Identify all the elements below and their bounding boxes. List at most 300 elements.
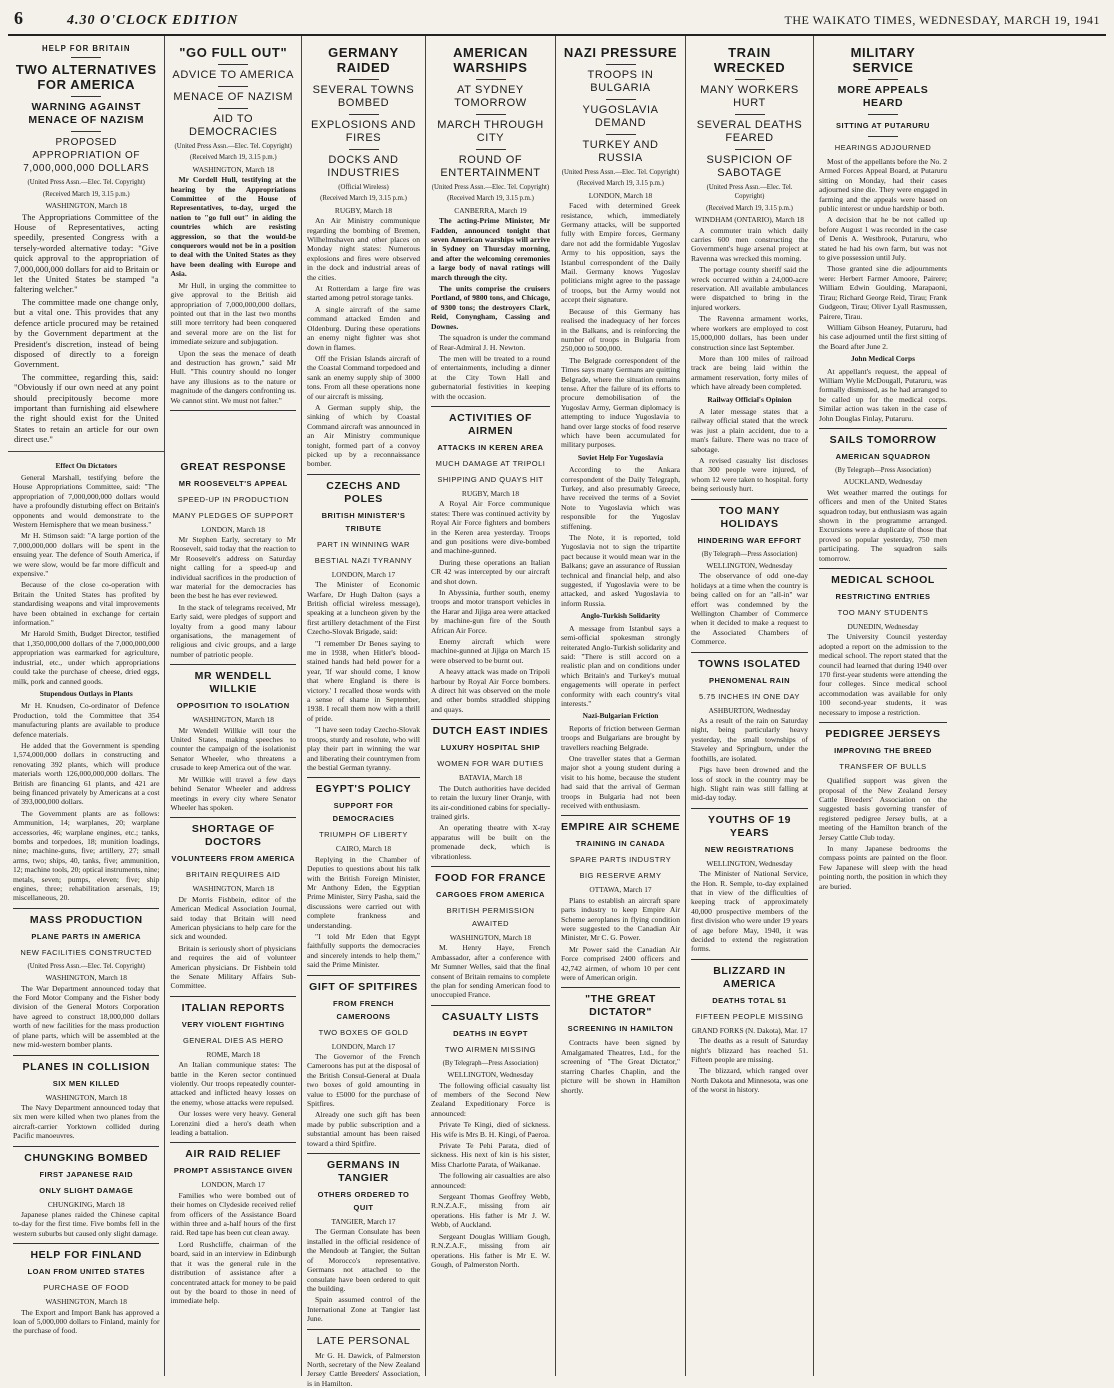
column-3 (302, 36, 426, 1388)
divider (307, 777, 420, 778)
italian-sub-1: VERY VIOLENT FIGHTING (181, 1019, 285, 1029)
raid-dateline: LONDON, March 17 (201, 1180, 265, 1190)
planes-sub: SIX MEN KILLED (52, 1078, 120, 1088)
willkie-head: MR WENDELL WILLKIE (194, 670, 272, 696)
divider (735, 114, 765, 115)
airmen-para: During these operations an Italian CR 42 was intercepted by our aircraft and shot down. (431, 557, 550, 586)
doctors-sub-1: VOLUNTEERS FROM AMERICA (171, 854, 296, 864)
planes-dateline: WASHINGTON, March 18 (45, 1092, 127, 1102)
towns-head: TOWNS ISOLATED (698, 657, 801, 670)
full-out-dateline: WASHINGTON, March 18 (192, 164, 274, 174)
doctors-head: SHORTAGE OF DOCTORS (191, 823, 275, 849)
military-para: Most of the appellants before the No. 2 Armed Forces Appeal Board, at Putaruru sitting on Monday, had their cases adjourned sine die. They were engaged in farming and the appeals were based on public interest or undue hardship or both. (819, 157, 947, 214)
divider (307, 474, 420, 475)
finland-head: HELP FOR FINLAND (30, 1249, 142, 1262)
airmen-para: In Abyssinia, further south, enemy troops and motor transport vehicles in the Harar and Jijiga area were attacked by machine-gun fire of the South African Air Force. (431, 588, 550, 635)
willkie-dateline: WASHINGTON, March 18 (192, 715, 274, 725)
late-head: LATE PERSONAL (316, 1334, 411, 1347)
divider (735, 79, 765, 80)
towns-dateline: ASHBURTON, Wednesday (708, 705, 791, 715)
gift-para: The Governor of the French Cameroons has put at the disposal of the British Consul-General at Duala two boxes of gold amounting in value to £5000 for the purchase of Spitfires. (307, 1052, 420, 1109)
dictators-para: Because of the close co-operation with Britain the United States has profited by standardising weapons and vital improvements have been obtained in exchange for certain information." (13, 580, 160, 628)
willkie-sub: OPPOSITION TO ISOLATION (176, 701, 290, 711)
dictators-para: Mr H. Stimson said: "A large portion of the 7,000,000,000 dollars will be spent in the ensuing year. The defence of South America, if we were slow, would be far more difficult and expensive." (13, 531, 160, 579)
divider (476, 149, 506, 150)
nazi-deck-1: TROOPS IN BULGARIA (587, 69, 654, 94)
britain-para: The committee made one change only, but a vital one. This provides that any defence article procured may be retained by the Government department at the President's discretion, instead of being disposed of directly to a foreign Government. (14, 296, 159, 370)
anglo-para: A message from Istanbul says a semi-official spokesman strongly reiterated Anglo-Turkish solidarity and said: "There is still accord on a realistic plan and on conditions under which Britain's and Turkey's mutual engagements will operate in perfect conformity with each country's vital interests." (561, 623, 680, 708)
mass-para: The War Department announced today that the Ford Motor Company and the Fisher body division of the General Motors Corporation have agreed to construct 18,000,000 dollars worth of new facilities for the mass production of plane parts, which will be assembled at the new mid-western bomber plants. (13, 983, 160, 1050)
train-dateline: WINDHAM (ONTARIO), March 18 (694, 215, 804, 225)
divider (349, 114, 379, 115)
train-para: The portage county sheriff said the wreck occurred within a 24,000-acre reservation. All available ambulances were dispatched to bring in the injured workers. (691, 265, 808, 312)
military-deck-3: HEARINGS ADJOURNED (834, 143, 932, 152)
finland-para: The Export and Import Bank has approved a loan of 5,000,000 dollars to Finland, mainly for the purchase of food. (13, 1307, 160, 1336)
mass-sub-1: PLANE PARTS IN AMERICA (31, 931, 142, 941)
response-dateline: LONDON, March 18 (201, 524, 265, 534)
czechs-para: The Minister of Economic Warfare, Dr Hugh Dalton (says a British official wireless message), speaking at a luncheon given by the first artillery detachment of the First Czecho-Slovak Brigade, said: (307, 580, 420, 637)
column-2-lower (165, 452, 301, 1376)
holidays-para: The observance of odd one-day holidays at a time when the country is being called on for an "all-in" war effort was condemned by the Wellington Chamber of Commerce when it decided to make a request to the Associated Chambers of Commerce. (691, 571, 808, 647)
train-para: The Ravenna armament works, where workers are employed to cost 15,000,000 dollars, has been under construction since last September. (691, 314, 808, 352)
raided-head: GERMANY RAIDED (328, 45, 399, 75)
indies-para: The Dutch authorities have decided to retain the luxury liner Oranje, with its air-conditioned cabins for specially-trained girls. (431, 783, 550, 821)
youths-dateline: WELLINGTON, Wednesday (706, 858, 793, 868)
military-deck-1: MORE APPEALS HEARD (837, 84, 929, 109)
divider (13, 1055, 159, 1056)
raided-para: A single aircraft of the same command attacked Emden and Oldenburg. During these operations an enemy night fighter was shot down in flames. (307, 304, 420, 352)
doctors-para: Britain is seriously short of physicians and requires the aid of volunteer American physicians. Dr Fishbein told the Senate Military Affairs Sub-Committee. (170, 943, 296, 991)
outlays-para: The Government plants are as follows: Ammunition, 14; warplanes, 20; warplane accessories, 46; warplane engines, etc.; tanks, bombs and torpedoes, 18; munition loadings, nine; machine-guns, five; artillery, 27; small arms, two; ships, 40, tanks, five; ammunition, 12; machine tools, 20; optical instruments, nine; metals, seven; pumps, eleven; five; ship engines, three; rehabilitation arsenals, 19; miscellaneous, 20. (13, 808, 160, 903)
divider (431, 719, 550, 720)
dictator-head: "THE GREAT DICTATOR" (585, 993, 656, 1019)
column-5 (556, 36, 686, 1376)
towns-sub-2: 5.75 INCHES IN ONE DAY (699, 691, 800, 701)
outlays-para: He added that the Government is spending 1,574,000,000 dollars in constructing and renovating 392 plants, which will produce materials worth 126,000,000,000 dollars. The British are financing 61 plants, and 421 are being financed privately by Americans at a cost of 393,000,000 dollars. (13, 740, 160, 807)
casualty-para: Sergeant Douglas William Gough, R.N.Z.A.F., missing from air operations. His father is Mr E. W. Gough, of Palmerston North. (431, 1231, 550, 1269)
finland-sub-1: LOAN FROM UNITED STATES (27, 1267, 145, 1277)
airmen-sub-2: MUCH DAMAGE AT TRIPOLI (435, 458, 546, 468)
empire-dateline: OTTAWA, March 17 (589, 885, 652, 895)
pedigree-sub-1: IMPROVING THE BREED (834, 746, 932, 756)
divider (170, 664, 296, 665)
czechs-sub-3: BESTIAL NAZI TYRANNY (314, 555, 413, 565)
divider (819, 568, 947, 569)
raided-deck-2: EXPLOSIONS AND FIRES (311, 119, 416, 144)
go-full-out-article (170, 45, 296, 411)
sails-dateline: AUCKLAND, Wednesday (843, 477, 923, 487)
holidays-sub: HINDERING WAR EFFORT (697, 535, 802, 545)
raided-deck-3: DOCKS AND INDUSTRIES (327, 154, 400, 179)
pedigree-para: Qualified support was given the proposal of the New Zealand Jersey Cattle Breeders' Association on the suggested basis governing transfer of registered pedigree Jersey bulls, at a meeting of the Hamilton branch of the Jersey Cattle Club today. (819, 776, 947, 842)
train-deck-3: SUSPICION OF SABOTAGE (706, 154, 793, 179)
full-out-para: Mr Hull, in urging the committee to give approval to the British aid appropriation of 7,000,000,000 dollars, pointed out that in the last two months still more territory had been conquered and several more are on the list for immediate seizure and subjugation. (170, 280, 296, 347)
pedigree-sub-2: TRANSFER OF BULLS (839, 762, 927, 772)
tangier-head: GERMANS IN TANGIER (326, 1159, 401, 1185)
warships-para: The men will be treated to a round of entertainments, including a dinner at the City Town Hall and gubernatorial festivities in keeping with the occasion. (431, 353, 550, 401)
tangier-sub: OTHERS ORDERED TO QUIT (317, 1190, 410, 1213)
divider (349, 149, 379, 150)
full-out-lead: Mr Cordell Hull, testifying at the hearing by the Appropriations Committee of the House of Representatives, to-day, urged the nation to "go full out" in aiding the countries which are resisting aggression, so that the would-be conquerors would not be in a position to deal with the United States as they have been dealing with Europe and Asia. (170, 175, 296, 279)
britain-para: The Appropriations Committee of the House of Representatives, acting speedily, presented Congress with a tersely-worded alternative today: "Give quick approval to the appropriation of 7,000,000,000 dollars for aid to Britain or let the United States be stamped "a faltering welcher." (14, 211, 159, 295)
empire-sub-2: SPARE PARTS INDUSTRY (569, 855, 672, 865)
warships-deck-1: AT SYDNEY TOMORROW (454, 84, 527, 109)
warships-deck-3: ROUND OF ENTERTAINMENT (440, 154, 541, 179)
youths-head: YOUTHS OF 19 YEARS (707, 813, 792, 839)
egypt-para: "I told Mr Eden that Egypt faithfully supports the democracies and sincerely intends to help them," said the Prime Minister. (307, 931, 420, 970)
soviet-head: Soviet Help For Yugoslavia (577, 452, 664, 462)
chungking-sub-1: FIRST JAPANESE RAID (39, 1169, 133, 1179)
divider (735, 149, 765, 150)
britain-dateline: WASHINGTON, March 18 (45, 201, 127, 211)
column-lead (8, 36, 302, 1376)
divider (819, 428, 947, 429)
telegraph-credit: (By Telegraph—Press Association) (835, 466, 931, 474)
casualty-para: The following official casualty list of members of the Second New Zealand Expeditionary Force is announced: (431, 1080, 550, 1118)
warships-deck-2: MARCH THROUGH CITY (437, 119, 544, 144)
divider (431, 1005, 550, 1006)
raid-sub: PROMPT ASSISTANCE GIVEN (173, 1166, 293, 1176)
divider (606, 64, 636, 65)
page-number: 6 (14, 8, 23, 28)
youths-para: The Minister of National Service, the Hon. R. Semple, to-day explained that in view of the difficulties of keeping track of approximately 40,000 prospective members of the first division who were under 19 years of age before May, 1940, it was decided to extend the registration forms. (691, 869, 808, 954)
raided-para: Off the Frisian Islands aircraft of the Coastal Command torpedoed and sank an enemy supply ship of 3000 tons. From all these operations none of our aircraft is missing. (307, 353, 420, 401)
divider (561, 987, 680, 988)
willkie-para: Mr Wendell Willkie will tour the United States, making speeches to counter the campaign of the isolationist Senator Wheeler, who threatens a crusade to keep America out of the war. (170, 725, 296, 773)
finland-dateline: WASHINGTON, March 18 (45, 1297, 127, 1307)
medical-corps-para: At appellant's request, the appeal of William Wylie McDougall, Putaruru, was formally dismissed, as he had arranged to be called up for the medical corps. Similar action was taken in the case of John Douglas Finlay, Putaruru. (819, 366, 947, 423)
gift-head: GIFT OF SPITFIRES (309, 980, 418, 993)
czechs-sub-1: BRITISH MINISTER'S TRIBUTE (321, 510, 406, 533)
train-head: TRAIN WRECKED (713, 45, 786, 75)
mass-sub-2: NEW FACILITIES CONSTRUCTED (20, 947, 153, 957)
outlays-para: Mr H. Knudsen, Co-ordinator of Defence Production, told the Committee that 354 manufacturing plants are available to produce defence materials. (13, 701, 160, 739)
telegraph-credit: (By Telegraph—Press Association) (442, 1059, 539, 1067)
czechs-para: "I remember Dr Benes saying to me in 1938, when Hitler's blood-stained hands had held power for a year, 'If war should come, I know that where England is there is victory.' I recalled those words with a sense of shame in September, 1938. I recall them now with a thrill of pride. (307, 638, 420, 723)
gift-sub-1: FROM FRENCH CAMEROONS (333, 998, 394, 1021)
empire-para: Plans to establish an aircraft spare parts industry to keep Empire Air Scheme aeroplanes in flying condition were suggested to the Canadian Air Minister, Mr C. G. Power. (561, 895, 680, 943)
divider (307, 1153, 420, 1154)
pedigree-para: In many Japanese bedrooms the compass points are painted on the floor. Few Japanese will sleep with the head pointing north, the position in which they are buried. (819, 843, 947, 891)
divider (170, 1142, 296, 1143)
nazi-para: Because of this Germany has realised the inadequacy of her forces in the Balkans, and is reinforcing the number of troops in Bulgaria from 250,000 to 500,000. (561, 306, 680, 354)
youths-sub: NEW REGISTRATIONS (704, 844, 795, 854)
italian-sub-2: GENERAL DIES AS HERO (182, 1035, 284, 1045)
airmen-para: A heavy attack was made on Tripoli harbour by Royal Air Force bombers. A direct hit was observed on the mole and other bombs straddled shipping and quays. (431, 667, 550, 714)
railway-para: A revised casualty list discloses that 300 people were injured, of whom 12 were taken to hospital. forty being seriously hurt. (691, 455, 808, 494)
britain-para: The committee, regarding this, said: "Obviously if our own need at any point should precipitously become more important than furnishing aid elsewhere the right should exist for the United States to retain an article for our own direct use." (14, 371, 159, 445)
warships-head: AMERICAN WARSHIPS (453, 45, 528, 75)
column-1 (8, 452, 165, 1376)
food-dateline: WASHINGTON, March 18 (449, 932, 532, 942)
divider (71, 131, 101, 132)
towns-sub-1: PHENOMENAL RAIN (708, 675, 791, 685)
full-out-para: Upon the seas the menace of death and destruction has grown," said Mr Hull. "This country should no longer have any illusions as to the nature or magnitude of the dangers confronting us. We cannot stint. We must not falter." (170, 348, 296, 405)
military-head: MILITARY SERVICE (850, 45, 916, 75)
britain-deck-2: WARNING AGAINST MENACE OF NAZISM (28, 101, 145, 127)
blizzard-para: The blizzard, which ranged over North Dakota and Minnesota, was one of the worst in history. (691, 1066, 808, 1095)
response-head: GREAT RESPONSE (180, 460, 287, 473)
military-para: William Gibson Heaney, Putaruru, had his case adjourned until the first sitting of the Board after June 2. (819, 322, 947, 351)
airmen-sub-1: ATTACKS IN KEREN AREA (437, 442, 544, 452)
received-line: (Received March 19, 3.15 p.m.) (42, 190, 130, 198)
towns-para: As a result of the rain on Saturday night, being particularly heavy yesterday, the small townships of Staveley and Springburn, under the foothills, are isolated. (691, 716, 808, 763)
response-sub-2: SPEED-UP IN PRODUCTION (177, 494, 289, 504)
divider (691, 959, 808, 960)
newspaper-title: THE WAIKATO TIMES, WEDNESDAY, MARCH 19, 1941 (784, 13, 1100, 27)
mass-head: MASS PRODUCTION (29, 913, 143, 926)
column-7 (814, 36, 952, 1376)
divider (170, 817, 296, 818)
full-out-deck-1: ADVICE TO AMERICA (172, 69, 295, 81)
raided-para: An Air Ministry communique regarding the bombing of Bremen, Wilhelmshaven and other places on Monday night states: Numerous explosions and fires were observed in the dock and industrial areas of the cities. (307, 216, 420, 282)
credit-line: (United Press Assn.—Elec. Tel. Copyright) (706, 184, 793, 201)
empire-head: EMPIRE AIR SCHEME (561, 821, 680, 834)
credit-line: (United Press Assn.—Elec. Tel. Copyright) (27, 962, 145, 970)
britain-deck-3: PROPOSED APPROPRIATION OF 7,000,000,000 DOLLARS (23, 137, 150, 175)
chungking-head: CHUNGKING BOMBED (24, 1151, 149, 1164)
sails-sub: AMERICAN SQUADRON (835, 451, 931, 461)
received-line: (Received March 19, 3.15 p.m.) (189, 154, 277, 162)
nazi-deck-2: YUGOSLAVIA DEMAND (582, 104, 659, 129)
divider (691, 499, 808, 500)
gift-dateline: LONDON, March 17 (331, 1041, 396, 1051)
train-para: More than 100 miles of railroad track are being laid within the armament reservation, forty miles of which have already been completed. (691, 353, 808, 392)
italian-dateline: ROME, March 18 (206, 1049, 261, 1059)
raided-dateline: RUGBY, March 18 (334, 205, 393, 215)
column-4 (426, 36, 556, 1376)
soviet-para: According to the Ankara correspondent of the Daily Telegraph, Turkey, and also presumably Greece, have received the terms of a Soviet Note to Yugoslavia which was responsible for the Yugoslav stiffening. (561, 465, 680, 531)
indies-sub-1: LUXURY HOSPITAL SHIP (440, 743, 541, 753)
train-para: A commuter train which daily carries 600 men constructing the Government's huge arsenal project at Ravenna was wrecked this morning. (691, 225, 808, 263)
edition-label: 4.30 O'CLOCK EDITION (67, 13, 239, 28)
received-line: (Received March 19, 3.15 p.m.) (320, 195, 407, 203)
casualty-dateline: WELLINGTON, Wednesday (447, 1070, 534, 1080)
italian-head: ITALIAN REPORTS (181, 1001, 285, 1014)
divider (71, 96, 101, 97)
dictator-para: Contracts have been signed by Amalgamated Theatres, Ltd., for the screening of "The Great Dictator," starring Charles Chaplin, and the picture will be shown in Hamilton shortly. (561, 1038, 680, 1095)
blizzard-head: BLIZZARD IN AMERICA (713, 964, 786, 990)
doctors-sub-2: BRITAIN REQUIRES AID (186, 870, 281, 880)
divider (476, 79, 506, 80)
response-sub-3: MANY PLEDGES OF SUPPORT (172, 510, 294, 520)
full-out-head: "GO FULL OUT" (179, 45, 288, 60)
nazi-dateline: LONDON, March 18 (588, 190, 653, 200)
full-out-deck-3: AID TO DEMOCRACIES (188, 113, 278, 138)
divider (561, 815, 680, 816)
doctors-para: Dr Morris Fishbein, editor of the American Medical Association Journal, said today that Britain will need American physicians to help care for the sick and wounded. (170, 894, 296, 942)
holidays-head: TOO MANY HOLIDAYS (718, 504, 781, 530)
friction-para: One traveller states that a German major shot a young student during a visit to his home, because the student had said that the arrival of German troops in Bulgaria had not been received with enthusiasm. (561, 753, 680, 810)
britain-headline: HELP FOR BRITAIN (41, 44, 131, 53)
sails-head: SAILS TOMORROW (829, 433, 937, 446)
doctors-dateline: WASHINGTON, March 18 (192, 884, 274, 894)
train-deck-2: SEVERAL DEATHS FEARED (696, 119, 803, 144)
egypt-sub-1: SUPPORT FOR DEMOCRACIES (332, 801, 395, 824)
anglo-head: Anglo-Turkish Solidarity (580, 611, 661, 621)
tangier-para: Spain assumed control of the International Zone at Tangier last June. (307, 1295, 420, 1324)
divider (218, 108, 248, 109)
full-out-deck-2: MENACE OF NAZISM (173, 91, 294, 103)
warships-dateline: CANBERRA, March 19 (454, 205, 527, 215)
finland-sub-2: PURCHASE OF FOOD (43, 1283, 130, 1293)
tangier-para: The German Consulate has been installed in the official residence of the Mendoub at Tangier, the Sultan of Morocco's representative. Germans not attached to the consulate have been ordered to quit the building. (307, 1227, 420, 1293)
column-2-upper (165, 36, 301, 452)
blizzard-sub-2: FIFTEEN PEOPLE MISSING (695, 1011, 804, 1021)
columns (8, 36, 1106, 1388)
divider (819, 722, 947, 723)
raided-deck-1: SEVERAL TOWNS BOMBED (312, 84, 415, 109)
telegraph-credit: (By Telegraph—Press Association) (701, 550, 798, 558)
credit-line: (United Press Assn.—Elec. Tel. Copyright) (561, 169, 680, 176)
response-para: In the stack of telegrams received, Mr Early said, were pledges of support and loyalty from a good many labour organisations, the management of religious and civic groups, and a large number of patriotic people. (170, 602, 296, 659)
casualty-para: Private Te Pehi Parata, died of sickness. His next of kin is his sister, Miss Charlotte Parata, of Waikanae. (431, 1141, 550, 1169)
divider (431, 866, 550, 867)
egypt-para: Replying in the Chamber of Deputies to questions about his talk with the British Foreign Minister, Mr Anthony Eden, the Egyptian Prime Minister, Sirry Pasha, said the discussions were carried out with complete frankness and understanding. (307, 854, 420, 930)
planes-para: The Navy Department announced today that six men were killed when two planes from the aircraft-carrier Yorktown collided during Pacific manoeuvres. (13, 1102, 160, 1141)
friction-para: Reports of friction between German troops and Bulgarians are brought by travellers reaching Belgrade. (561, 723, 680, 752)
divider (868, 79, 898, 80)
divider (13, 1243, 159, 1244)
blizzard-sub-1: DEATHS TOTAL 51 (712, 995, 787, 1005)
airmen-sub-3: SHIPPING AND QUAYS HIT (437, 474, 544, 484)
czechs-sub-2: PART IN WINNING WAR (317, 539, 410, 549)
received-line: (Received March 19, 3.15 p.m.) (706, 204, 793, 212)
willkie-para: Mr Willkie will travel a few days behind Senator Wheeler and address meetings in every city where Senator Wheeler has spoken. (170, 774, 296, 812)
warships-para: The squadron is under the command of Rear-Admiral J. H. Newton. (431, 333, 550, 352)
towns-para: Pigs have been drowned and the loss of stock in the country may be high. Slight rain was still falling at mid-day today. (691, 765, 808, 803)
mass-dateline: WASHINGTON, March 18 (45, 973, 127, 983)
warships-lead: The acting-Prime Minister, Mr Fadden, announced tonight that seven American warships will arrive in Sydney on Thursday morning, and after the welcoming ceremonies a large body of naval ratings will march through the city. (431, 216, 550, 282)
response-sub-1: MR ROOSEVELT'S APPEAL (178, 478, 288, 488)
sails-para: Wet weather marred the outings for officers and men of the United States squadron today, but enthusiasm was again shown in the programme arranged. Excursions were a duplicate of those that proved so popular yesterday, 750 men participating. The squadron sails tomorrow. (819, 487, 947, 563)
response-para: Mr Stephen Early, secretary to Mr Roosevelt, said today that the reaction to Mr Roosevelt's address on Saturday night calling for a speed-up and individual sacrifices in the production of war material for the democracies has been the best he has ever reviewed. (170, 534, 296, 601)
nazi-para: Faced with determined Greek resistance, which, immediately Germany attacks, will be supported fully with Empire forces, Germany dare not add the formidable Yugoslav Army to his opposition, says the Istanbul correspondent of the Daily Mail. Germany knows Yugoslav politicians might agree to the passage of troops, but the Army would not accept their signature. (561, 201, 680, 305)
casualty-para: Private Te Kingi, died of sickness. His wife is Mrs B. H. Kingi, of Paeroa. (431, 1120, 550, 1139)
czechs-para: "I have seen today Czecho-Slovak troops, sturdy and resolute, who will play their part in winning the war and liberating their countrymen from the bestial German tyranny. (307, 725, 420, 772)
credit-line: (United Press Assn.—Elec. Tel. Copyright) (431, 184, 550, 191)
nazi-deck-3: TURKEY AND RUSSIA (582, 139, 659, 164)
casualty-sub-2: TWO AIRMEN MISSING (444, 1044, 537, 1054)
divider (170, 410, 296, 411)
airmen-head: ACTIVITIES OF AIRMEN (448, 411, 533, 437)
school-sub-1: RESTRICTING ENTRIES (835, 592, 931, 602)
school-para: The University Council yesterday adopted a report on the admission to the medical school. The report stated that the council had learned that during 1940 over 170 first-year students were attending the four colleges. Since medical school accommodation was available for only 100 second-year students, it was necessary to impose a restriction. (819, 632, 947, 717)
divider (218, 64, 248, 65)
school-head: MEDICAL SCHOOL (831, 574, 935, 587)
dictator-sub: SCREENING IN HAMILTON (567, 1024, 674, 1034)
divider (606, 134, 636, 135)
soviet-para: The Note, it is reported, told Yugoslavia not to sign the tripartite pact because it would mean war in the Balkans; gave an assurance of Russian technical and financial help, and also suggested, if Yugoslavia were to be attacked, and asked Yugoslavia to inform Russia. (561, 533, 680, 608)
czechs-head: CZECHS AND POLES (326, 479, 401, 505)
airmen-para: Enemy aircraft which were machine-gunned at Jijiga on March 15 were observed to be burnt out. (431, 637, 550, 665)
medical-corps-head: John Medical Corps (850, 354, 916, 364)
railway-para: A later message states that a railway official stated that the wreck was just a plain accident, due to a man's failure. There was no trace of sabotage. (691, 406, 808, 454)
britain-deck-1: TWO ALTERNATIVES FOR AMERICA (15, 62, 157, 93)
raided-para: A German supply ship, the sinking of which by Coastal Command aircraft was announced in an Air Ministry communique tonight, formed part of a convoy picked up by a reconnaissance bomber. (307, 402, 420, 469)
raid-para: Families who were bombed out of their homes on Clydeside received relief from officers of the Assistance Board within three and a-half hours of the first raid. Red tape has been cut clean away. (170, 1190, 296, 1238)
gift-sub-2: TWO BOXES OF GOLD (318, 1027, 409, 1037)
britain-article (8, 36, 165, 452)
casualty-sub-1: DEATHS IN EGYPT (453, 1028, 528, 1038)
divider (868, 136, 898, 137)
italian-para: Our losses were very heavy. General Lorenzini died a hero's death when leading a battalion. (170, 1109, 296, 1138)
dictators-para: Mr Harold Smith, Budget Director, testified that 1,350,000,000 dollars of the 7,000,000,000 appropriation was earmarked for agriculture, industrial, etc., under which appropriations could take the purchase of cheese, dried eggs, milk, pork and canned goods. (13, 629, 160, 686)
tangier-dateline: TANGIER, March 17 (331, 1217, 396, 1227)
divider (13, 1146, 159, 1147)
received-line: (Received March 19, 3.15 p.m.) (447, 195, 534, 203)
egypt-head: EGYPT'S POLICY (315, 783, 412, 796)
divider (71, 57, 101, 58)
divider (307, 975, 420, 976)
credit-line: (United Press Assn.—Elec. Tel. Copyright) (27, 179, 145, 187)
egypt-dateline: CAIRO, March 18 (335, 844, 392, 854)
divider (606, 99, 636, 100)
nazi-para: The Belgrade correspondent of the Times says many Germans are quitting Belgrade, where the situation remains tense. After the failure of its efforts to procure demobilisation of the Yugoslav Army, German diplomacy is attempting to induce Yugoslavia to hand over large stocks of food reserve which have been accumulated for military purposes. (561, 355, 680, 450)
indies-head: DUTCH EAST INDIES (432, 725, 549, 738)
divider (170, 996, 296, 997)
egypt-sub-2: TRIUMPH OF LIBERTY (319, 830, 408, 840)
divider (868, 114, 898, 115)
casualty-para: Sergeant Thomas Geoffrey Webb, R.N.Z.A.F., missing from air operations. His father is Mr J. W. Webb, of Auckland. (431, 1192, 550, 1230)
blizzard-para: The deaths as a result of Saturday night's blizzard has reached 51. Fifteen people are missing. (691, 1036, 808, 1064)
gift-para: Already one such gift has been made by public subscription and a substantial amount has been raised toward a third Spitfire. (307, 1110, 420, 1148)
chungking-dateline: CHUNGKING, March 18 (47, 1199, 125, 1209)
divider (218, 86, 248, 87)
late-para: Mr G. H. Dawick, of Palmerston North, secretary of the New Zealand Jersey Cattle Breeders' Association, is in Hamilton. (307, 1350, 420, 1388)
indies-sub-2: WOMEN FOR WAR DUTIES (437, 759, 544, 769)
raid-head: AIR RAID RELIEF (185, 1148, 282, 1161)
chungking-sub-2: ONLY SLIGHT DAMAGE (39, 1185, 134, 1195)
planes-head: PLANES IN COLLISION (22, 1060, 150, 1073)
airmen-dateline: RUGBY, March 18 (461, 488, 520, 498)
divider (691, 652, 808, 653)
outlays-head: Stupendous Outlays in Plants (39, 688, 133, 698)
indies-dateline: BATAVIA, March 18 (458, 773, 523, 783)
indies-para: An operating theatre with X-ray apparatus will be built on the promenade deck, which is vibrationless. (431, 823, 550, 861)
military-para: Those granted sine die adjournments were: Herbert Farmer Amoore, Pairere; William Edwin Goulding, Marapaoni, Tirau; Richard George Reid, Tirau; Frank Gudgeon, Tirau; Oliver Lyall Rasmussen, Pairere, Tirau. (819, 264, 947, 321)
empire-para: Mr Power said the Canadian Air Force comprised 2400 officers and 42,742 airmen, of whom 10 per cent were of American origin. (561, 944, 680, 983)
friction-head: Nazi-Bulgarian Friction (582, 711, 659, 721)
raid-para: Lord Rushcliffe, chairman of the board, said in an interview in Edinburgh that it was the general rule in the distribution of assistance after a concentrated attack for money to be paid out by the board to those in need of immediate help. (170, 1239, 296, 1306)
food-para: M. Henry Haye, French Ambassador, after a conference with Mr Sumner Welles, said that the final consent of Britain remains to complete the plan for sending American food to unoccupied France. (431, 943, 550, 1000)
divider (476, 114, 506, 115)
holidays-dateline: WELLINGTON, Wednesday (706, 561, 793, 570)
column-6 (686, 36, 814, 1376)
received-line: (Received March 19, 3.15 p.m.) (577, 180, 664, 188)
food-sub-1: CARGOES FROM AMERICA (436, 889, 545, 899)
pedigree-head: PEDIGREE JERSEYS (825, 728, 941, 741)
nazi-head: NAZI PRESSURE (563, 45, 678, 60)
italian-para: An Italian communique states: The battle in the Keren sector continued violently. Our troops repeatedly counter-attacked and inflicted heavy losses on the enemy, whose attacks were repulsed. (170, 1060, 296, 1107)
military-deck-2: SITTING AT PUTARURU (836, 121, 930, 130)
credit-line: (United Press Assn.—Elec. Tel. Copyright) (174, 143, 292, 150)
school-sub-2: TOO MANY STUDENTS (837, 608, 929, 618)
divider (13, 908, 159, 909)
divider (307, 1329, 420, 1330)
masthead (8, 6, 1106, 36)
dictators-head: Effect On Dictators (55, 460, 118, 470)
railway-head: Railway Official's Opinion (707, 394, 792, 404)
czechs-dateline: LONDON, March 17 (331, 569, 396, 579)
chungking-para: Japanese planes raided the Chinese capital to-day for the first time. Five bombs fell in the western suburbs but caused only slight damage. (13, 1209, 160, 1238)
divider (349, 79, 379, 80)
casualty-para: The following air casualties are also announced: (431, 1171, 550, 1190)
food-sub-2: BRITISH PERMISSION AWAITED (446, 905, 535, 928)
wireless-credit: (Official Wireless) (338, 184, 389, 191)
warships-lead-2: The units comprise the cruisers Portland, of 9800 tons, and Chicago, of 9300 tons; the destroyers Clark, Reid, Conyngham, Cassing and Downes. (431, 284, 550, 331)
empire-sub-3: BIG RESERVE ARMY (579, 871, 662, 881)
